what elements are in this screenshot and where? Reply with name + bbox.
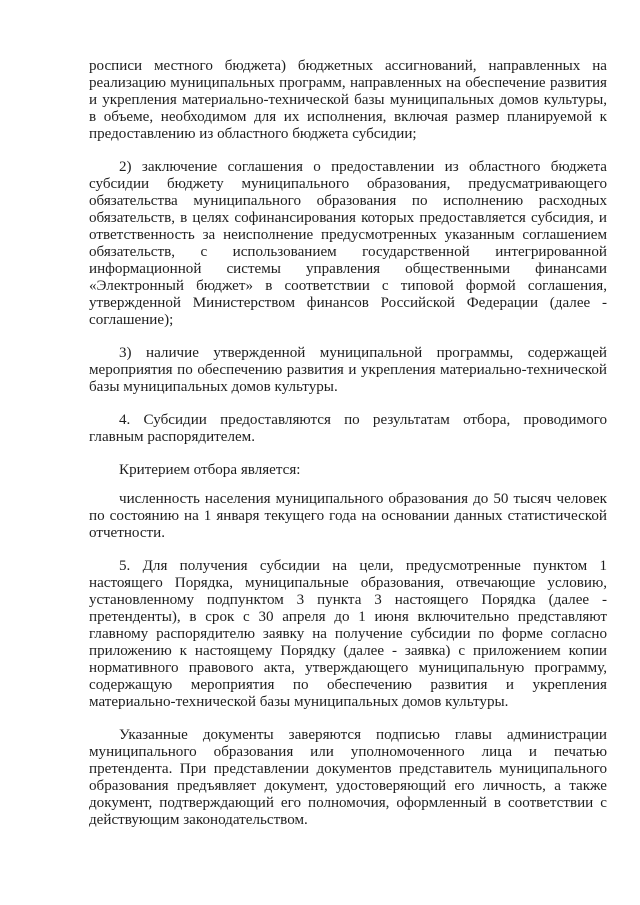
- paragraph-section-5-application: 5. Для получения субсидии на цели, предусмотренные пунктом 1 настоящего Порядка, муниципальные образования, отвечающие условию, установленному подпунктом 3 пункта 3 настоящего Порядка (далее - претенденты), в срок с 30 апреля до 1 июня включительно представляют главному распорядителю заявку на получение субсидии по форме согласно приложению к настоящему Порядку (далее - заявка) с приложением копии нормативного правового акта, утверждающего муниципальную программу, содержащую мероприятия по обеспечению развития и укрепления материально-технической базы муниципальных домов культуры.: [89, 558, 607, 710]
- paragraph-section-4-selection: 4. Субсидии предоставляются по результатам отбора, проводимого главным распорядителем.: [89, 412, 607, 445]
- paragraph-documents-certification: Указанные документы заверяются подписью главы администрации муниципального образования или уполномоченного лица и печатью претендента. При представлении документов представитель муниципального образования предъявляет документ, удостоверяющий его личность, а также документ, подтверждающий его полномочия, оформленный в соответствии с действующим законодательством.: [89, 727, 607, 828]
- paragraph-condition-2-agreement: 2) заключение соглашения о предоставлении из областного бюджета субсидии бюджету муниципального образования, предусматривающего обязательства муниципального образования по исполнению расходных обязательств, в целях софинансирования которых предоставляется субсидия, и ответственность за неисполнение предусмотренных указанным соглашением обязательств, с использованием государственной интегрированной информационной системы управления общественными финансами «Электронный бюджет» в соответствии с типовой формой соглашения, утвержденной Министерством финансов Российской Федерации (далее - соглашение);: [89, 159, 607, 328]
- paragraph-condition-3-program: 3) наличие утвержденной муниципальной программы, содержащей мероприятия по обеспечению развития и укрепления материально-технической базы муниципальных домов культуры.: [89, 345, 607, 395]
- paragraph-budget-allocations: росписи местного бюджета) бюджетных ассигнований, направленных на реализацию муниципальных программ, направленных на обеспечение развития и укрепления материально-технической базы муниципальных домов культуры, в объеме, необходимом для их исполнения, включая размер планируемой к предоставлению из областного бюджета субсидии;: [89, 58, 607, 142]
- paragraph-population-criterion: численность населения муниципального образования до 50 тысяч человек по состоянию на 1 января текущего года на основании данных статистической отчетности.: [89, 491, 607, 541]
- document-body: [89, 58, 607, 845]
- paragraph-selection-criterion-heading: Критерием отбора является:: [119, 462, 301, 478]
